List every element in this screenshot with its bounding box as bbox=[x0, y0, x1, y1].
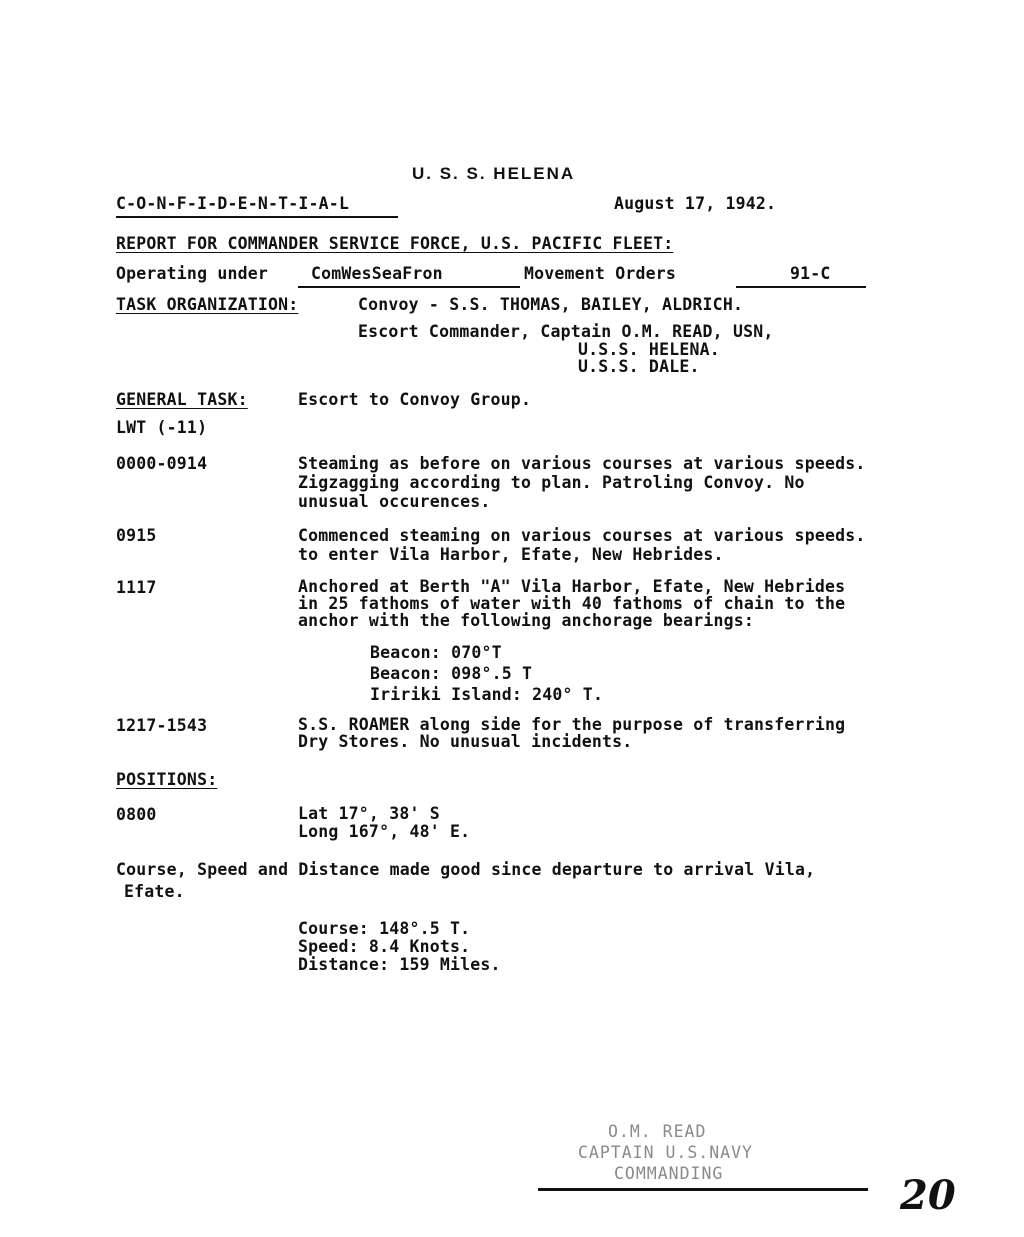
position-coordinates bbox=[298, 805, 470, 841]
signature-title: COMMANDING bbox=[614, 1164, 724, 1183]
handwritten-page-number: 20 bbox=[900, 1172, 956, 1219]
distance-made-good: Distance: 159 Miles. bbox=[298, 955, 501, 974]
log-time: 0915 bbox=[116, 526, 157, 545]
log-entry bbox=[298, 578, 845, 629]
task-org-escort: Escort Commander, Captain O.M. READ, USN, bbox=[358, 322, 774, 341]
task-org-convoy: Convoy - S.S. THOMAS, BAILEY, ALDRICH. bbox=[358, 295, 744, 314]
log-line: Dry Stores. No unusual incidents. bbox=[298, 732, 633, 751]
signature-name: O.M. READ bbox=[608, 1122, 707, 1141]
general-task-label: GENERAL TASK: bbox=[116, 390, 248, 409]
signature-line bbox=[538, 1188, 868, 1191]
operating-underline bbox=[298, 286, 520, 288]
log-line: Steaming as before on various courses at various speeds. bbox=[298, 454, 866, 473]
timezone: LWT (-11) bbox=[116, 418, 208, 437]
task-org-label: TASK ORGANIZATION: bbox=[116, 295, 299, 314]
summary-line: Efate. bbox=[124, 882, 185, 901]
speed-made-good: Speed: 8.4 Knots. bbox=[298, 937, 471, 956]
positions-time: 0800 bbox=[116, 805, 157, 824]
log-line: Commenced steaming on various courses at various speeds. bbox=[298, 526, 866, 545]
course-made-good: Course: 148°.5 T. bbox=[298, 919, 471, 938]
classification: C-O-N-F-I-D-E-N-T-I-A-L bbox=[116, 194, 350, 213]
movement-label: Movement Orders bbox=[524, 264, 677, 283]
log-line: S.S. ROAMER along side for the purpose of transferring bbox=[298, 715, 846, 734]
movement-value: 91-C bbox=[790, 264, 831, 283]
task-org-helena: U.S.S. HELENA. bbox=[578, 340, 720, 359]
summary-line: Course, Speed and Distance made good since departure to arrival Vila, bbox=[116, 860, 816, 879]
log-line: unusual occurences. bbox=[298, 492, 491, 511]
report-title: REPORT FOR COMMANDER SERVICE FORCE, U.S. PACIFIC FLEET: bbox=[116, 234, 674, 253]
positions-label: POSITIONS: bbox=[116, 770, 218, 789]
log-time: 1117 bbox=[116, 578, 157, 597]
log-line: anchor with the following anchorage bearings: bbox=[298, 611, 755, 630]
ship-name: U. S. S. HELENA bbox=[412, 164, 576, 183]
log-time: 0000-0914 bbox=[116, 454, 208, 473]
log-line: Anchored at Berth "A" Vila Harbor, Efate, New Hebrides bbox=[298, 577, 846, 596]
bearing-line: Beacon: 070°T bbox=[370, 643, 502, 662]
log-line: to enter Vila Harbor, Efate, New Hebrides. bbox=[298, 545, 724, 564]
classification-underline bbox=[116, 216, 398, 218]
log-line: in 25 fathoms of water with 40 fathoms of chain to the bbox=[298, 594, 846, 613]
operating-value: ComWesSeaFron bbox=[311, 264, 443, 283]
log-time: 1217-1543 bbox=[116, 716, 208, 735]
summary-values bbox=[298, 920, 501, 974]
operating-label: Operating under bbox=[116, 264, 269, 283]
report-date: August 17, 1942. bbox=[614, 194, 777, 213]
general-task-value: Escort to Convoy Group. bbox=[298, 390, 532, 409]
task-org-dale: U.S.S. DALE. bbox=[578, 357, 700, 376]
latitude: Lat 17°, 38' S bbox=[298, 804, 440, 823]
anchorage-bearings bbox=[370, 642, 603, 705]
movement-underline bbox=[736, 286, 866, 288]
longitude: Long 167°, 48' E. bbox=[298, 822, 471, 841]
log-entry bbox=[298, 454, 866, 511]
log-entry bbox=[298, 526, 866, 564]
signature-rank: CAPTAIN U.S.NAVY bbox=[578, 1143, 753, 1162]
bearing-line: Beacon: 098°.5 T bbox=[370, 664, 533, 683]
log-entry bbox=[298, 716, 845, 750]
bearing-line: Iririki Island: 240° T. bbox=[370, 685, 604, 704]
log-line: Zigzagging according to plan. Patroling Convoy. No bbox=[298, 473, 805, 492]
